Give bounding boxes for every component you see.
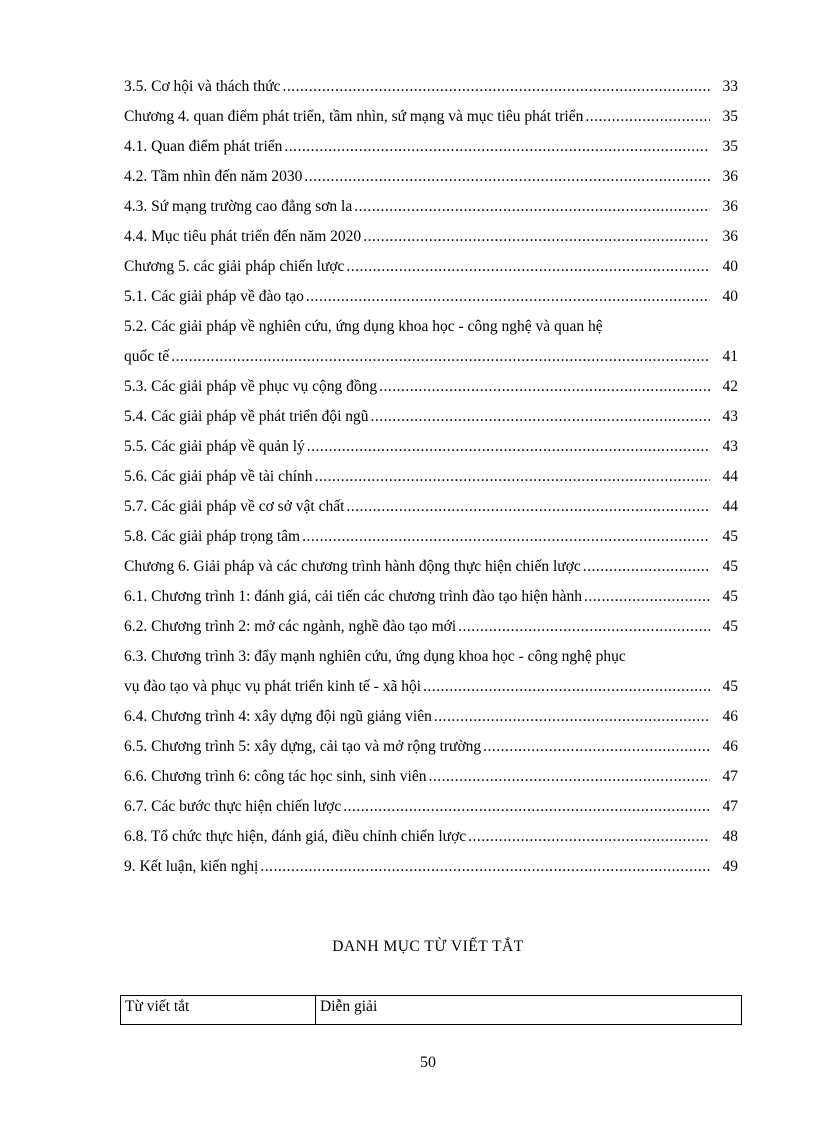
- toc-entry-page: 45: [722, 588, 738, 605]
- toc-leader-dots: [371, 402, 711, 432]
- toc-entry[interactable]: [124, 132, 738, 162]
- table-header-row: [121, 996, 742, 1025]
- toc-entry[interactable]: [124, 732, 738, 762]
- toc-leader-dots: [434, 702, 710, 732]
- toc-entry[interactable]: [124, 552, 738, 582]
- toc-entry-page: 40: [722, 288, 738, 305]
- toc-entry-page: 42: [722, 378, 738, 395]
- toc-entry-title: 4.4. Mục tiêu phát triển đến năm 2020: [124, 228, 362, 245]
- toc-entry-title: 6.7. Các bước thực hiện chiến lược: [124, 798, 342, 815]
- toc-entry-page: 35: [722, 108, 738, 125]
- column-header-abbreviation: Từ viết tắt: [121, 996, 316, 1025]
- toc-entry[interactable]: [124, 222, 738, 252]
- toc-entry[interactable]: [124, 792, 738, 822]
- toc-entry-page: 44: [722, 498, 738, 515]
- abbreviations-table: [120, 995, 742, 1025]
- toc-entry[interactable]: [124, 402, 738, 432]
- toc-entry-title: 6.8. Tổ chức thực hiện, đánh giá, điều chỉnh chiến lược: [124, 828, 467, 845]
- toc-entry-title: 4.1. Quan điểm phát triển: [124, 138, 283, 155]
- toc-leader-dots: [363, 222, 710, 252]
- toc-entry[interactable]: [124, 162, 738, 192]
- toc-entry-title: 3.5. Cơ hội và thách thức: [124, 78, 281, 95]
- toc-entry-page: 41: [722, 348, 738, 365]
- toc-entry-title: 5.7. Các giải pháp về cơ sở vật chất: [124, 498, 345, 515]
- toc-entry-title: 6.4. Chương trình 4: xây dựng đội ngũ giảng viên: [124, 708, 432, 725]
- toc-entry-title-line1: 6.3. Chương trình 3: đẩy mạnh nghiên cứu, ứng dụng khoa học - công nghệ phục: [124, 648, 626, 665]
- toc-entry[interactable]: [124, 522, 738, 552]
- toc-entry-title: 5.8. Các giải pháp trọng tâm: [124, 528, 301, 545]
- toc-entry-title: Chương 6. Giải pháp và các chương trình hành động thực hiện chiến lược: [124, 558, 581, 575]
- toc-leader-dots: [428, 762, 710, 792]
- toc-entry-title: 6.2. Chương trình 2: mở các ngành, nghề đào tạo mới: [124, 618, 457, 635]
- toc-entry-page: 43: [722, 408, 738, 425]
- toc-entry-page: 40: [722, 258, 738, 275]
- toc-entry-title: 9. Kết luận, kiến nghị: [124, 858, 259, 875]
- toc-entry-page: 44: [722, 468, 738, 485]
- abbreviations-heading: DANH MỤC TỪ VIẾT TẮT: [332, 938, 524, 955]
- toc-entry[interactable]: [124, 702, 738, 732]
- column-header-meaning: Diễn giải: [316, 996, 742, 1025]
- toc-entry[interactable]: [124, 372, 738, 402]
- toc-entry[interactable]: [124, 72, 738, 102]
- toc-leader-dots: [346, 252, 710, 282]
- toc-leader-dots: [302, 522, 710, 552]
- toc-entry-page: 45: [722, 678, 738, 695]
- toc-leader-dots: [307, 432, 710, 462]
- toc-entry[interactable]: [124, 852, 738, 882]
- toc-leader-dots: [423, 672, 710, 702]
- toc-entry-page: 47: [722, 768, 738, 785]
- toc-leader-dots: [306, 282, 710, 312]
- toc-entry[interactable]: [124, 252, 738, 282]
- toc-entry-page: 49: [722, 858, 738, 875]
- toc-entry-page: 45: [722, 618, 738, 635]
- toc-entry[interactable]: [124, 192, 738, 222]
- toc-entry-page: 43: [722, 438, 738, 455]
- toc-entry-title-line1: 5.2. Các giải pháp về nghiên cứu, ứng dụng khoa học - công nghệ và quan hệ: [124, 318, 603, 335]
- toc-leader-dots: [284, 132, 710, 162]
- toc-entry-page: 35: [722, 138, 738, 155]
- toc-entry-title: Chương 5. các giải pháp chiến lược: [124, 258, 345, 275]
- toc-entry-title: 5.1. Các giải pháp về đào tạo: [124, 288, 304, 305]
- toc-leader-dots: [343, 792, 710, 822]
- toc-entry-page: 36: [722, 168, 738, 185]
- toc-entry[interactable]: [124, 102, 738, 132]
- toc-entry[interactable]: [124, 612, 738, 642]
- toc-leader-dots: [584, 582, 710, 612]
- toc-leader-dots: [583, 552, 710, 582]
- toc-leader-dots: [458, 612, 710, 642]
- toc-entry-page: 46: [722, 708, 738, 725]
- toc-entry-page: 47: [722, 798, 738, 815]
- toc-entry-title: 6.6. Chương trình 6: công tác học sinh, sinh viên: [124, 768, 427, 785]
- toc-entry[interactable]: [124, 582, 738, 612]
- toc-leader-dots: [315, 462, 710, 492]
- toc-leader-dots: [468, 822, 710, 852]
- toc-leader-dots: [354, 192, 710, 222]
- toc-entry-title: 5.4. Các giải pháp về phát triển đội ngũ: [124, 408, 369, 425]
- toc-entry-title: 5.3. Các giải pháp về phục vụ cộng đồng: [124, 378, 378, 395]
- toc-entry-page: 48: [722, 828, 738, 845]
- page-number: 50: [420, 1054, 436, 1071]
- toc-leader-dots: [304, 162, 710, 192]
- toc-entry-title-line2: vụ đào tạo và phục vụ phát triển kinh tế - xã hội: [124, 678, 422, 695]
- toc-entry-multiline[interactable]: [124, 312, 738, 372]
- toc-entry[interactable]: [124, 432, 738, 462]
- toc-leader-dots: [483, 732, 710, 762]
- toc-entry[interactable]: [124, 762, 738, 792]
- table-of-contents: [124, 72, 738, 882]
- toc-entry-title: 5.6. Các giải pháp về tài chính: [124, 468, 313, 485]
- toc-entry-page: 33: [722, 78, 738, 95]
- toc-entry[interactable]: [124, 492, 738, 522]
- toc-entry-page: 36: [722, 198, 738, 215]
- toc-leader-dots: [379, 372, 710, 402]
- toc-entry-title: 4.3. Sứ mạng trường cao đẳng sơn la: [124, 198, 353, 215]
- toc-leader-dots: [283, 72, 711, 102]
- toc-entry-title-line2: quốc tế: [124, 348, 170, 365]
- toc-leader-dots: [346, 492, 710, 522]
- toc-entry[interactable]: [124, 822, 738, 852]
- toc-entry-title: Chương 4. quan điểm phát triển, tầm nhìn, sứ mạng và mục tiêu phát triển: [124, 108, 584, 125]
- toc-entry-title: 5.5. Các giải pháp về quản lý: [124, 438, 305, 455]
- toc-leader-dots: [171, 342, 710, 372]
- toc-entry-title: 4.2. Tầm nhìn đến năm 2030: [124, 168, 303, 185]
- toc-entry-page: 45: [722, 558, 738, 575]
- toc-leader-dots: [260, 852, 710, 882]
- toc-entry-title: 6.1. Chương trình 1: đánh giá, cải tiến các chương trình đào tạo hiện hành: [124, 588, 583, 605]
- toc-leader-dots: [585, 102, 710, 132]
- toc-entry[interactable]: [124, 462, 738, 492]
- toc-entry-page: 46: [722, 738, 738, 755]
- toc-entry[interactable]: [124, 282, 738, 312]
- toc-entry-page: 45: [722, 528, 738, 545]
- toc-entry-title: 6.5. Chương trình 5: xây dựng, cải tạo và mở rộng trường: [124, 738, 482, 755]
- toc-entry-multiline[interactable]: [124, 642, 738, 702]
- toc-entry-page: 36: [722, 228, 738, 245]
